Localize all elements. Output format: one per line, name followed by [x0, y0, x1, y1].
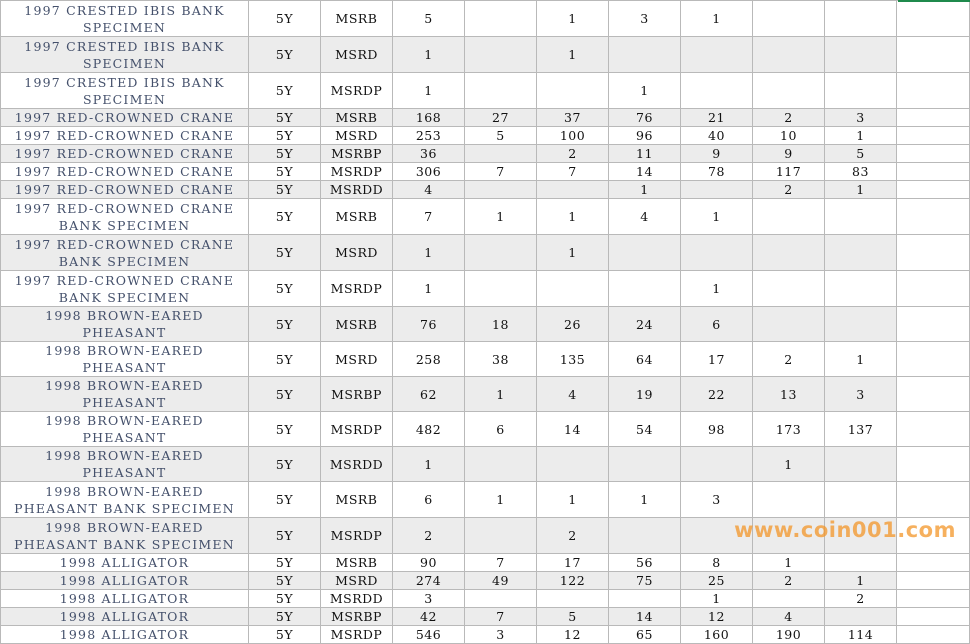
- count-cell[interactable]: 1: [825, 127, 897, 145]
- count-cell[interactable]: [753, 307, 825, 342]
- total-count-cell[interactable]: 274: [393, 572, 465, 590]
- count-cell[interactable]: 98: [681, 412, 753, 447]
- table-row: [1, 235, 970, 271]
- count-cell[interactable]: 14: [609, 608, 681, 626]
- count-cell[interactable]: 3: [609, 1, 681, 37]
- count-cell[interactable]: 26: [537, 307, 609, 342]
- count-cell[interactable]: 13: [753, 377, 825, 412]
- count-cell[interactable]: 2: [753, 572, 825, 590]
- grade-code-cell[interactable]: MSRD: [321, 127, 393, 145]
- count-cell[interactable]: 160: [681, 626, 753, 644]
- empty-cell[interactable]: [897, 181, 970, 199]
- count-cell[interactable]: 3: [465, 626, 537, 644]
- empty-cell[interactable]: [897, 447, 970, 482]
- count-cell[interactable]: 100: [537, 127, 609, 145]
- count-cell[interactable]: [753, 271, 825, 307]
- coin-name-cell[interactable]: 1997 RED-CROWNED CRANE BANK SPECIMEN: [1, 271, 249, 307]
- count-cell[interactable]: 1: [537, 482, 609, 518]
- count-cell[interactable]: 37: [537, 109, 609, 127]
- count-cell[interactable]: [825, 73, 897, 109]
- grade-code-cell[interactable]: MSRDP: [321, 163, 393, 181]
- count-cell[interactable]: [609, 271, 681, 307]
- table-row: [1, 145, 970, 163]
- term-cell[interactable]: 5Y: [249, 518, 321, 554]
- table-row: [1, 109, 970, 127]
- count-cell[interactable]: 14: [537, 412, 609, 447]
- coin-name-cell[interactable]: 1998 BROWN-EARED PHEASANT: [1, 307, 249, 342]
- count-cell[interactable]: 1: [465, 199, 537, 235]
- total-count-cell[interactable]: 76: [393, 307, 465, 342]
- table-row: [1, 518, 970, 554]
- empty-cell[interactable]: [897, 163, 970, 181]
- empty-cell[interactable]: [897, 412, 970, 447]
- empty-cell[interactable]: [897, 37, 970, 73]
- count-cell[interactable]: 12: [537, 626, 609, 644]
- count-cell[interactable]: 2: [537, 518, 609, 554]
- total-count-cell[interactable]: 90: [393, 554, 465, 572]
- count-cell[interactable]: 83: [825, 163, 897, 181]
- count-cell[interactable]: [825, 518, 897, 554]
- total-count-cell[interactable]: 1: [393, 37, 465, 73]
- watermark: www.coin001.com: [734, 518, 956, 542]
- count-cell[interactable]: [609, 518, 681, 554]
- term-cell[interactable]: 5Y: [249, 127, 321, 145]
- total-count-cell[interactable]: 1: [393, 235, 465, 271]
- empty-cell[interactable]: [897, 109, 970, 127]
- count-cell[interactable]: [681, 518, 753, 554]
- grade-code-cell[interactable]: MSRB: [321, 109, 393, 127]
- grade-code-cell[interactable]: MSRDP: [321, 412, 393, 447]
- total-count-cell[interactable]: 36: [393, 145, 465, 163]
- empty-cell[interactable]: [897, 1, 970, 37]
- grade-code-cell[interactable]: MSRDP: [321, 518, 393, 554]
- empty-cell[interactable]: [897, 554, 970, 572]
- count-cell[interactable]: [465, 447, 537, 482]
- count-cell[interactable]: 1: [681, 590, 753, 608]
- total-count-cell[interactable]: 1: [393, 73, 465, 109]
- empty-cell[interactable]: [897, 307, 970, 342]
- count-cell[interactable]: 75: [609, 572, 681, 590]
- count-cell[interactable]: 117: [753, 163, 825, 181]
- total-count-cell[interactable]: 4: [393, 181, 465, 199]
- table-row: [1, 199, 970, 235]
- count-cell[interactable]: 9: [681, 145, 753, 163]
- total-count-cell[interactable]: 5: [393, 1, 465, 37]
- term-cell[interactable]: 5Y: [249, 145, 321, 163]
- count-cell[interactable]: [753, 235, 825, 271]
- coin-name-cell[interactable]: 1998 BROWN-EARED PHEASANT: [1, 377, 249, 412]
- term-cell[interactable]: 5Y: [249, 342, 321, 377]
- term-cell[interactable]: 5Y: [249, 608, 321, 626]
- empty-cell[interactable]: [897, 590, 970, 608]
- total-count-cell[interactable]: 7: [393, 199, 465, 235]
- grade-code-cell[interactable]: MSRD: [321, 235, 393, 271]
- coin-name-cell[interactable]: 1997 RED-CROWNED CRANE BANK SPECIMEN: [1, 235, 249, 271]
- count-cell[interactable]: [681, 73, 753, 109]
- count-cell[interactable]: 173: [753, 412, 825, 447]
- count-cell[interactable]: 6: [681, 307, 753, 342]
- count-cell[interactable]: 1: [465, 482, 537, 518]
- count-cell[interactable]: [753, 590, 825, 608]
- empty-cell[interactable]: [897, 127, 970, 145]
- empty-cell[interactable]: [897, 199, 970, 235]
- count-cell[interactable]: 22: [681, 377, 753, 412]
- grade-code-cell[interactable]: MSRD: [321, 572, 393, 590]
- coin-name-cell[interactable]: 1998 ALLIGATOR: [1, 608, 249, 626]
- count-cell[interactable]: [753, 199, 825, 235]
- grade-code-cell[interactable]: MSRD: [321, 342, 393, 377]
- count-cell[interactable]: [537, 73, 609, 109]
- count-cell[interactable]: 17: [537, 554, 609, 572]
- count-cell[interactable]: [753, 482, 825, 518]
- count-cell[interactable]: 1: [465, 377, 537, 412]
- table-row: [1, 307, 970, 342]
- table-row: [1, 572, 970, 590]
- coin-name-cell[interactable]: 1998 BROWN-EARED PHEASANT: [1, 412, 249, 447]
- count-cell[interactable]: 40: [681, 127, 753, 145]
- count-cell[interactable]: [537, 590, 609, 608]
- coin-name-cell[interactable]: 1997 RED-CROWNED CRANE BANK SPECIMEN: [1, 199, 249, 235]
- coin-name-cell[interactable]: 1998 ALLIGATOR: [1, 572, 249, 590]
- count-cell[interactable]: 76: [609, 109, 681, 127]
- count-cell[interactable]: [825, 554, 897, 572]
- empty-cell[interactable]: [897, 342, 970, 377]
- term-cell[interactable]: 5Y: [249, 590, 321, 608]
- empty-cell[interactable]: [897, 608, 970, 626]
- count-cell[interactable]: [753, 37, 825, 73]
- count-cell[interactable]: [825, 608, 897, 626]
- coin-name-cell[interactable]: 1997 CRESTED IBIS BANK SPECIMEN: [1, 73, 249, 109]
- count-cell[interactable]: [825, 447, 897, 482]
- count-cell[interactable]: 7: [465, 554, 537, 572]
- grade-code-cell[interactable]: MSRB: [321, 1, 393, 37]
- count-cell[interactable]: 25: [681, 572, 753, 590]
- count-cell[interactable]: 19: [609, 377, 681, 412]
- count-cell[interactable]: [681, 181, 753, 199]
- count-cell[interactable]: 1: [681, 271, 753, 307]
- count-cell[interactable]: 135: [537, 342, 609, 377]
- count-cell[interactable]: 54: [609, 412, 681, 447]
- total-count-cell[interactable]: 168: [393, 109, 465, 127]
- grade-code-cell[interactable]: MSRBP: [321, 145, 393, 163]
- count-cell[interactable]: 2: [825, 590, 897, 608]
- count-cell[interactable]: 5: [825, 145, 897, 163]
- count-cell[interactable]: 17: [681, 342, 753, 377]
- count-cell[interactable]: 2: [537, 145, 609, 163]
- grade-code-cell[interactable]: MSRBP: [321, 377, 393, 412]
- coin-name-cell[interactable]: 1997 CRESTED IBIS BANK SPECIMEN: [1, 1, 249, 37]
- count-cell[interactable]: 96: [609, 127, 681, 145]
- grade-code-cell[interactable]: MSRD: [321, 37, 393, 73]
- total-count-cell[interactable]: 546: [393, 626, 465, 644]
- table-row: [1, 447, 970, 482]
- term-cell[interactable]: 5Y: [249, 482, 321, 518]
- count-cell[interactable]: [465, 518, 537, 554]
- count-cell[interactable]: 56: [609, 554, 681, 572]
- count-cell[interactable]: [465, 145, 537, 163]
- total-count-cell[interactable]: 258: [393, 342, 465, 377]
- count-cell[interactable]: [609, 590, 681, 608]
- empty-cell[interactable]: [897, 626, 970, 644]
- count-cell[interactable]: [825, 235, 897, 271]
- count-cell[interactable]: 24: [609, 307, 681, 342]
- count-cell[interactable]: 64: [609, 342, 681, 377]
- count-cell[interactable]: 1: [825, 181, 897, 199]
- count-cell[interactable]: [825, 271, 897, 307]
- count-cell[interactable]: 137: [825, 412, 897, 447]
- count-cell[interactable]: 3: [681, 482, 753, 518]
- count-cell[interactable]: 1: [537, 37, 609, 73]
- table-row: [1, 37, 970, 73]
- selection-edge: [898, 0, 970, 2]
- term-cell[interactable]: 5Y: [249, 271, 321, 307]
- term-cell[interactable]: 5Y: [249, 377, 321, 412]
- empty-cell[interactable]: [897, 271, 970, 307]
- count-cell[interactable]: 5: [465, 127, 537, 145]
- count-cell[interactable]: 14: [609, 163, 681, 181]
- count-cell[interactable]: 4: [753, 608, 825, 626]
- table-row: [1, 271, 970, 307]
- count-cell[interactable]: 1: [609, 73, 681, 109]
- coin-name-cell[interactable]: 1997 RED-CROWNED CRANE: [1, 127, 249, 145]
- table-row: [1, 163, 970, 181]
- count-cell[interactable]: 1: [609, 181, 681, 199]
- grade-code-cell[interactable]: MSRDD: [321, 447, 393, 482]
- count-cell[interactable]: 1: [537, 1, 609, 37]
- count-cell[interactable]: 7: [537, 163, 609, 181]
- table-row: [1, 482, 970, 518]
- term-cell[interactable]: 5Y: [249, 572, 321, 590]
- total-count-cell[interactable]: 6: [393, 482, 465, 518]
- term-cell[interactable]: 5Y: [249, 163, 321, 181]
- table-row: [1, 412, 970, 447]
- coin-name-cell[interactable]: 1998 BROWN-EARED PHEASANT BANK SPECIMEN: [1, 518, 249, 554]
- count-cell[interactable]: 6: [465, 412, 537, 447]
- empty-cell[interactable]: [897, 482, 970, 518]
- term-cell[interactable]: 5Y: [249, 447, 321, 482]
- coin-name-cell[interactable]: 1998 ALLIGATOR: [1, 554, 249, 572]
- total-count-cell[interactable]: 42: [393, 608, 465, 626]
- total-count-cell[interactable]: 1: [393, 271, 465, 307]
- table-row: [1, 342, 970, 377]
- count-cell[interactable]: [825, 37, 897, 73]
- coin-name-cell[interactable]: 1998 BROWN-EARED PHEASANT: [1, 447, 249, 482]
- count-cell[interactable]: 190: [753, 626, 825, 644]
- count-cell[interactable]: [753, 73, 825, 109]
- count-cell[interactable]: [465, 37, 537, 73]
- count-cell[interactable]: 11: [609, 145, 681, 163]
- count-cell[interactable]: [825, 1, 897, 37]
- count-cell[interactable]: 18: [465, 307, 537, 342]
- total-count-cell[interactable]: 2: [393, 518, 465, 554]
- empty-cell[interactable]: [897, 572, 970, 590]
- count-cell[interactable]: [465, 271, 537, 307]
- count-cell[interactable]: 7: [465, 163, 537, 181]
- total-count-cell[interactable]: 1: [393, 447, 465, 482]
- empty-cell[interactable]: [897, 518, 970, 554]
- count-cell[interactable]: 3: [825, 377, 897, 412]
- count-cell[interactable]: 5: [537, 608, 609, 626]
- table-row: [1, 73, 970, 109]
- coin-name-cell[interactable]: 1997 RED-CROWNED CRANE: [1, 163, 249, 181]
- coin-name-cell[interactable]: 1998 ALLIGATOR: [1, 590, 249, 608]
- count-cell[interactable]: [753, 518, 825, 554]
- term-cell[interactable]: 5Y: [249, 626, 321, 644]
- empty-cell[interactable]: [897, 377, 970, 412]
- count-cell[interactable]: 49: [465, 572, 537, 590]
- count-cell[interactable]: 12: [681, 608, 753, 626]
- count-cell[interactable]: 38: [465, 342, 537, 377]
- table-row: [1, 626, 970, 644]
- coin-name-cell[interactable]: 1997 RED-CROWNED CRANE: [1, 181, 249, 199]
- count-cell[interactable]: 1: [609, 482, 681, 518]
- count-cell[interactable]: 65: [609, 626, 681, 644]
- term-cell[interactable]: 5Y: [249, 181, 321, 199]
- coin-name-cell[interactable]: 1997 CRESTED IBIS BANK SPECIMEN: [1, 37, 249, 73]
- count-cell[interactable]: [537, 447, 609, 482]
- count-cell[interactable]: 8: [681, 554, 753, 572]
- count-cell[interactable]: 4: [609, 199, 681, 235]
- empty-cell[interactable]: [897, 235, 970, 271]
- count-cell[interactable]: 1: [537, 235, 609, 271]
- count-cell[interactable]: 1: [825, 572, 897, 590]
- term-cell[interactable]: 5Y: [249, 554, 321, 572]
- table-row: [1, 608, 970, 626]
- count-cell[interactable]: 21: [681, 109, 753, 127]
- count-cell[interactable]: 122: [537, 572, 609, 590]
- count-cell[interactable]: [465, 181, 537, 199]
- count-cell[interactable]: 1: [753, 447, 825, 482]
- total-count-cell[interactable]: 306: [393, 163, 465, 181]
- count-cell[interactable]: 10: [753, 127, 825, 145]
- count-cell[interactable]: [537, 271, 609, 307]
- table-row: [1, 554, 970, 572]
- count-cell[interactable]: 1: [753, 554, 825, 572]
- coin-name-cell[interactable]: 1997 RED-CROWNED CRANE: [1, 145, 249, 163]
- count-cell[interactable]: 1: [537, 199, 609, 235]
- count-cell[interactable]: 2: [753, 342, 825, 377]
- total-count-cell[interactable]: 62: [393, 377, 465, 412]
- grade-code-cell[interactable]: MSRBP: [321, 608, 393, 626]
- coin-name-cell[interactable]: 1998 BROWN-EARED PHEASANT: [1, 342, 249, 377]
- count-cell[interactable]: 9: [753, 145, 825, 163]
- table-body: [1, 1, 970, 644]
- grade-code-cell[interactable]: MSRDP: [321, 626, 393, 644]
- count-cell[interactable]: 3: [825, 109, 897, 127]
- count-cell[interactable]: [609, 37, 681, 73]
- term-cell[interactable]: 5Y: [249, 199, 321, 235]
- count-cell[interactable]: 114: [825, 626, 897, 644]
- coin-name-cell[interactable]: 1998 BROWN-EARED PHEASANT BANK SPECIMEN: [1, 482, 249, 518]
- count-cell[interactable]: 1: [681, 1, 753, 37]
- count-cell[interactable]: [825, 307, 897, 342]
- grade-code-cell[interactable]: MSRB: [321, 307, 393, 342]
- term-cell[interactable]: 5Y: [249, 1, 321, 37]
- count-cell[interactable]: [753, 1, 825, 37]
- term-cell[interactable]: 5Y: [249, 37, 321, 73]
- table-row: [1, 377, 970, 412]
- count-cell[interactable]: 2: [753, 181, 825, 199]
- count-cell[interactable]: 78: [681, 163, 753, 181]
- table-row: [1, 1, 970, 37]
- table-row: [1, 590, 970, 608]
- total-count-cell[interactable]: 3: [393, 590, 465, 608]
- count-cell[interactable]: 4: [537, 377, 609, 412]
- term-cell[interactable]: 5Y: [249, 412, 321, 447]
- count-cell[interactable]: [825, 199, 897, 235]
- count-cell[interactable]: 27: [465, 109, 537, 127]
- count-cell[interactable]: 1: [681, 199, 753, 235]
- grade-code-cell[interactable]: MSRDD: [321, 590, 393, 608]
- grade-code-cell[interactable]: MSRB: [321, 199, 393, 235]
- grade-code-cell[interactable]: MSRDP: [321, 271, 393, 307]
- count-cell[interactable]: [825, 482, 897, 518]
- grade-code-cell[interactable]: MSRB: [321, 482, 393, 518]
- total-count-cell[interactable]: 253: [393, 127, 465, 145]
- count-cell[interactable]: [609, 235, 681, 271]
- grade-code-cell[interactable]: MSRDP: [321, 73, 393, 109]
- count-cell[interactable]: [681, 447, 753, 482]
- count-cell[interactable]: 2: [753, 109, 825, 127]
- total-count-cell[interactable]: 482: [393, 412, 465, 447]
- count-cell[interactable]: [465, 1, 537, 37]
- term-cell[interactable]: 5Y: [249, 235, 321, 271]
- count-cell[interactable]: [609, 447, 681, 482]
- grade-code-cell[interactable]: MSRB: [321, 554, 393, 572]
- table-row: [1, 127, 970, 145]
- count-cell[interactable]: [681, 37, 753, 73]
- count-cell[interactable]: [465, 73, 537, 109]
- grade-code-cell[interactable]: MSRDD: [321, 181, 393, 199]
- empty-cell[interactable]: [897, 145, 970, 163]
- count-cell[interactable]: [465, 235, 537, 271]
- count-cell[interactable]: [681, 235, 753, 271]
- term-cell[interactable]: 5Y: [249, 73, 321, 109]
- coin-name-cell[interactable]: 1997 RED-CROWNED CRANE: [1, 109, 249, 127]
- coin-name-cell[interactable]: 1998 ALLIGATOR: [1, 626, 249, 644]
- empty-cell[interactable]: [897, 73, 970, 109]
- count-cell[interactable]: [465, 590, 537, 608]
- term-cell[interactable]: 5Y: [249, 109, 321, 127]
- term-cell[interactable]: 5Y: [249, 307, 321, 342]
- table-row: [1, 181, 970, 199]
- count-cell[interactable]: 1: [825, 342, 897, 377]
- count-cell[interactable]: 7: [465, 608, 537, 626]
- count-cell[interactable]: [537, 181, 609, 199]
